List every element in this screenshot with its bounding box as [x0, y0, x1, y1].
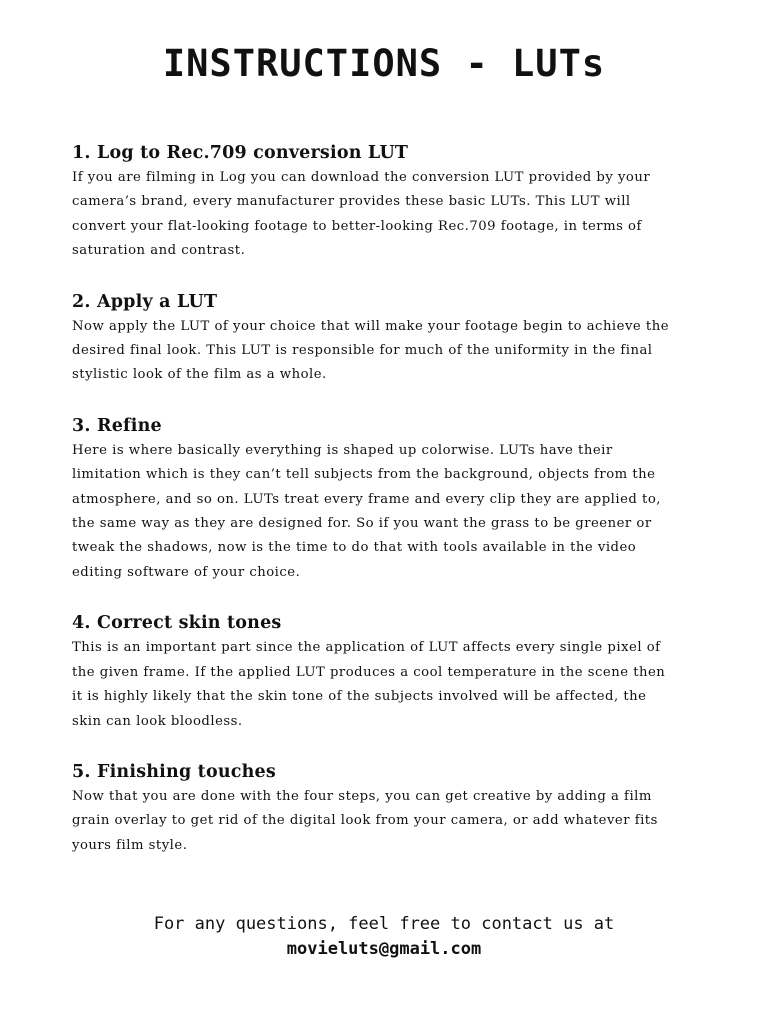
section-skin-tones: [72, 610, 702, 734]
section-body: This is an important part since the application of LUT affects every single pixel of the given frame. If the applied LUT produces a cool temperature in the scene then it is highly likely that the skin tone of the subjects involved will be affected, the skin can look bloodless.: [72, 640, 666, 729]
section-refine: [72, 413, 702, 585]
contact-footer: [0, 912, 768, 962]
page-title: INSTRUCTIONS - LUTs: [162, 42, 606, 85]
section-body: Here is where basically everything is shaped up colorwise. LUTs have their limitation which is they can’t tell subjects from the background, objects from the atmosphere, and so on. LUTs treat every frame and every clip they are applied to, the same way as they are designed for. So if you want the grass to be greener or tweak the shadows, now is the time to do that with tools available in the video editing software of your choice.: [72, 442, 661, 580]
section-body: Now apply the LUT of your choice that will make your footage begin to achieve the desired final look. This LUT is responsible for much of the uniformity in the final stylistic look of the film as a whole.: [72, 318, 670, 383]
section-apply-lut: [72, 289, 702, 388]
section-heading: 2. Apply a LUT: [72, 291, 218, 312]
contact-email: movieluts@gmail.com: [286, 939, 482, 959]
contact-text: For any questions, feel free to contact us at: [153, 914, 615, 934]
section-heading: 3. Refine: [72, 415, 162, 436]
section-heading: 1. Log to Rec.709 conversion LUT: [72, 143, 409, 163]
instructions-list: [72, 140, 702, 883]
section-body: Now that you are done with the four steps, you can get creative by adding a film grain overlay to get rid of the digital look from your camera, or add whatever fits yours film style.: [72, 788, 658, 853]
section-body: If you are filming in Log you can download the conversion LUT provided by your camera’s brand, every manufacturer provides these basic LUTs. This LUT will convert your flat-looking footage to better-looking Rec.709 footage, in terms of saturation and contrast.: [72, 170, 651, 259]
section-heading: 4. Correct skin tones: [72, 613, 282, 634]
section-log-conversion: [72, 140, 702, 264]
section-finishing-touches: [72, 759, 702, 858]
section-heading: 5. Finishing touches: [72, 761, 276, 782]
